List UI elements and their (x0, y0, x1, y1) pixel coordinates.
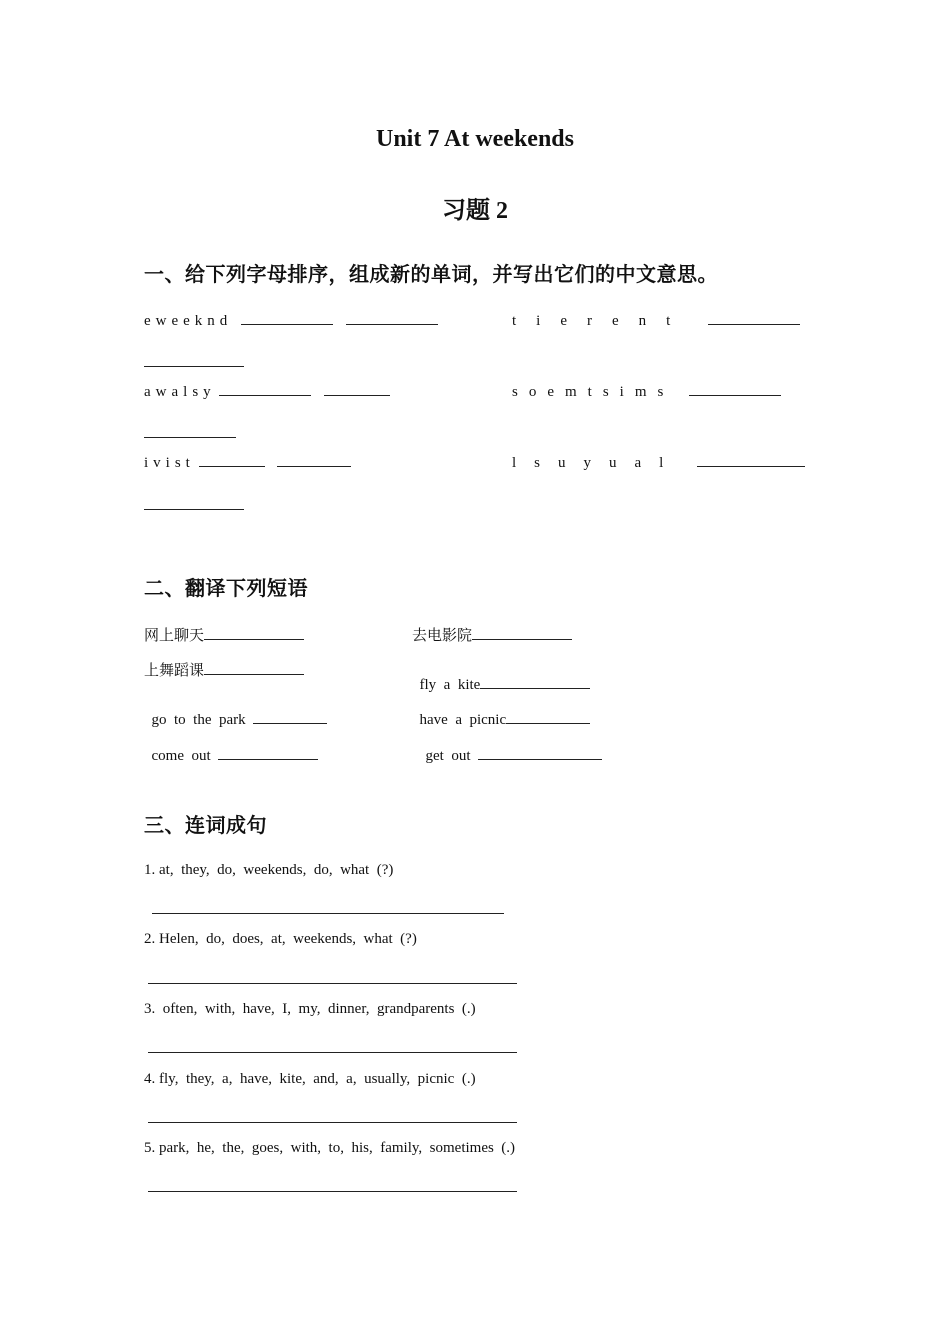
sentence-answer-line-2[interactable] (148, 983, 517, 984)
answer-blank[interactable] (199, 454, 265, 467)
unscramble-letters: awalsy (144, 384, 216, 400)
answer-blank[interactable] (324, 383, 390, 396)
unscramble-letters: ivist (144, 455, 195, 471)
answer-blank[interactable] (144, 366, 244, 367)
phrase-item (418, 730, 602, 765)
unscramble-letters: soemtsims (512, 384, 675, 400)
phrase-text: 去电影院 (412, 628, 473, 644)
answer-blank[interactable] (472, 627, 572, 640)
answer-blank[interactable] (708, 312, 800, 325)
section1-heading: 一、给下列字母排序，组成新的单词，并写出它们的中文意思。 (144, 262, 718, 286)
answer-blank[interactable] (144, 437, 236, 438)
phrase-item (412, 694, 590, 729)
phrase-text: 网上聊天 (144, 628, 205, 644)
phrase-item (144, 624, 304, 645)
phrase-item (144, 659, 304, 680)
sentence-answer-line-5[interactable] (148, 1191, 517, 1192)
unscramble-letters: eweeknd (144, 313, 233, 329)
section2-heading: 二、翻译下列短语 (144, 576, 308, 600)
answer-blank[interactable] (219, 383, 311, 396)
sentence-prompt-2: 2. Helen, do, does, at, weekends, what (?) (144, 931, 417, 947)
answer-blank[interactable] (346, 312, 438, 325)
unscramble-letters: tierent (512, 313, 691, 329)
page-subtitle: 习题 2 (442, 198, 508, 224)
answer-blank[interactable] (204, 662, 304, 675)
unscramble-item-2 (512, 312, 800, 330)
answer-blank[interactable] (241, 312, 333, 325)
unscramble-item-1 (144, 312, 438, 330)
answer-blank[interactable] (506, 711, 590, 724)
phrase-item (412, 624, 572, 645)
answer-blank[interactable] (478, 747, 602, 760)
sentence-prompt-5: 5. park, he, the, goes, with, to, his, family, sometimes (.) (144, 1140, 516, 1156)
phrase-text: come out (151, 748, 211, 764)
sentence-prompt-1: 1. at, they, do, weekends, do, what (?) (144, 862, 394, 878)
unscramble-letters: lsuyual (512, 455, 682, 471)
phrase-item (144, 694, 327, 729)
answer-blank[interactable] (277, 454, 351, 467)
phrase-item (144, 730, 318, 765)
unscramble-item-6 (512, 454, 805, 472)
answer-blank[interactable] (697, 454, 805, 467)
sentence-answer-line-1[interactable] (152, 913, 504, 914)
sentence-prompt-4: 4. fly, they, a, have, kite, and, a, usually, picnic (.) (144, 1071, 476, 1087)
phrase-text: fly a kite (419, 677, 481, 693)
unscramble-item-5 (144, 454, 351, 472)
section3-heading: 三、连词成句 (144, 813, 267, 837)
sentence-answer-line-3[interactable] (148, 1052, 517, 1053)
answer-blank[interactable] (144, 509, 244, 510)
answer-blank[interactable] (480, 676, 590, 689)
unscramble-item-4 (512, 383, 781, 401)
phrase-text: get out (425, 748, 471, 764)
sentence-answer-line-4[interactable] (148, 1122, 517, 1123)
sentence-prompt-3: 3. often, with, have, I, my, dinner, grandparents (.) (144, 1001, 476, 1017)
answer-blank[interactable] (689, 383, 781, 396)
unscramble-item-3 (144, 383, 390, 401)
answer-blank[interactable] (204, 627, 304, 640)
phrase-text: have a picnic (419, 712, 507, 728)
answer-blank[interactable] (253, 711, 327, 724)
page-title: Unit 7 At weekends (375, 126, 574, 152)
phrase-text: 上舞蹈课 (144, 663, 205, 679)
phrase-text: go to the park (151, 712, 246, 728)
answer-blank[interactable] (218, 747, 318, 760)
phrase-item (412, 659, 590, 694)
